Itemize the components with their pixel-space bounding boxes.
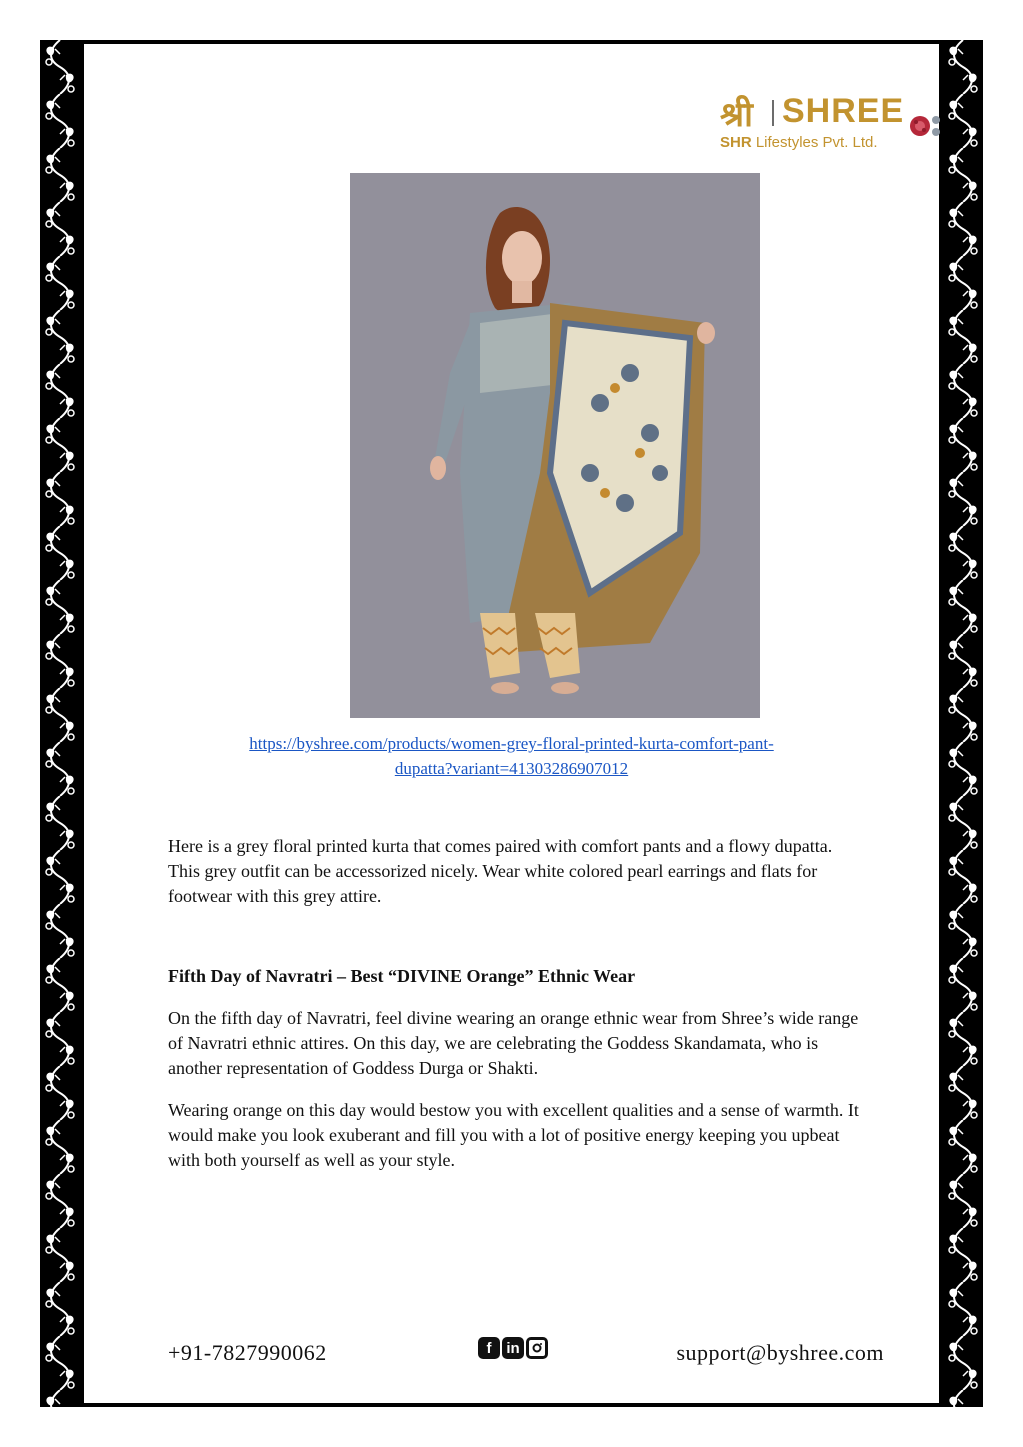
logo-flower-icon	[906, 110, 946, 144]
social-icons	[478, 1337, 548, 1359]
logo-sub-bold: SHR	[720, 134, 752, 151]
product-url-line-2[interactable]: dupatta?variant=41303286907012	[394, 759, 629, 778]
model-illustration	[350, 173, 760, 718]
product-description-paragraph: Here is a grey floral printed kurta that comes paired with comfort pants and a flowy dupatta. This grey outfit can be accessorized nicely. Wear white colored pearl earrings and flats for footwear with this grey attire.	[168, 836, 833, 906]
facebook-icon[interactable]: f	[478, 1337, 500, 1359]
linkedin-icon[interactable]: in	[502, 1337, 524, 1359]
logo-sub-rest: Lifestyles Pvt. Ltd.	[751, 134, 878, 151]
navratri-paragraph-1: On the fifth day of Navratri, feel divine wearing an orange ethnic wear from Shree’s wide range of Navratri ethnic attires. On this day, we are celebrating the Goddess Skandamata, who is another representation of Goddess Durga or Shakti.	[168, 1008, 859, 1078]
logo-company-name	[720, 134, 878, 151]
shree-logo	[720, 90, 950, 160]
product-url-line-1[interactable]: https://byshree.com/products/women-grey-floral-printed-kurta-comfort-pant-	[249, 734, 774, 753]
logo-hindi-text: श्री	[720, 95, 753, 135]
navratri-paragraph-2: Wearing orange on this day would bestow you with excellent qualities and a sense of warmth. It would make you look exuberant and fill you with a lot of positive energy keeping you upbeat with both yourself as well as your style.	[168, 1100, 859, 1170]
logo-separator	[772, 100, 774, 126]
page-border-frame	[40, 40, 983, 1407]
section-heading: Fifth Day of Navratri – Best “DIVINE Orange” Ethnic Wear	[168, 966, 636, 986]
floral-border-left	[40, 40, 80, 1407]
instagram-icon[interactable]	[526, 1337, 548, 1359]
footer-email[interactable]: support@byshree.com	[676, 1340, 884, 1365]
floral-border-right	[943, 40, 983, 1407]
footer-phone-number[interactable]: +91-7827990062	[168, 1340, 327, 1365]
product-url-link[interactable]	[194, 731, 829, 781]
logo-brand-text: SHREE	[782, 92, 905, 130]
product-photo	[350, 173, 760, 718]
document-page	[84, 44, 939, 1403]
